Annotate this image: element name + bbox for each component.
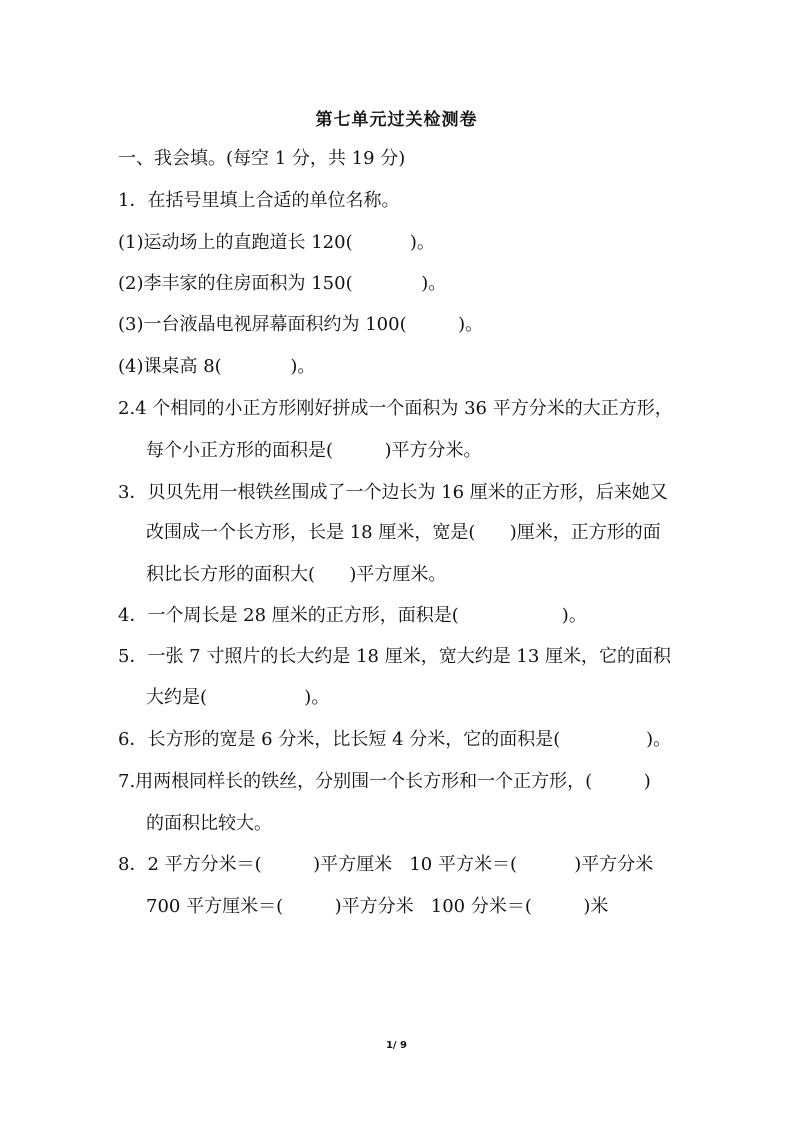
question-3-line-2: 改围成一个长方形，长是 18 厘米，宽是( )厘米，正方形的面 xyxy=(146,522,661,543)
section-heading: 一、我会填。(每空 1 分，共 19 分) xyxy=(118,148,406,169)
question-5-line-2: 大约是( )。 xyxy=(146,687,330,708)
question-1-sub-3: (3)一台液晶电视屏幕面积约为 100( )。 xyxy=(118,314,484,335)
question-2-line-2: 每个小正方形的面积是( )平方分米。 xyxy=(146,440,482,461)
question-1-sub-4: (4)课桌高 8( )。 xyxy=(118,356,316,377)
question-3-line-1: 3．贝贝先用一根铁丝围成了一个边长为 16 厘米的正方形，后来她又 xyxy=(118,482,668,503)
question-4-line-1: 4．一个周长是 28 厘米的正方形，面积是( )。 xyxy=(118,605,587,626)
question-7-line-2: 的面积比较大。 xyxy=(146,813,272,834)
question-5-line-1: 5．一张 7 寸照片的长大约是 18 厘米，宽大约是 13 厘米，它的面积 xyxy=(118,646,672,667)
question-7-line-1: 7.用两根同样长的铁丝，分别围一个长方形和一个正方形，( ) xyxy=(118,771,651,792)
page-title: 第七单元过关检测卷 xyxy=(315,110,478,130)
question-1-stem: 1．在括号里填上合适的单位名称。 xyxy=(118,190,400,211)
question-2-line-1: 2.4 个相同的小正方形刚好拼成一个面积为 36 平方分米的大正方形， xyxy=(118,398,673,419)
question-1-sub-2: (2)李丰家的住房面积为 150( )。 xyxy=(118,273,447,294)
question-6-line-1: 6．长方形的宽是 6 分米，比长短 4 分米，它的面积是( )。 xyxy=(118,729,672,750)
question-8-line-2: 700 平方厘米＝( )平方分米 100 分米＝( )米 xyxy=(146,896,609,917)
question-8-line-1: 8．2 平方分米＝( )平方厘米 10 平方米＝( )平方分米 xyxy=(118,854,654,875)
question-3-line-3: 积比长方形的面积大( )平方厘米。 xyxy=(146,564,447,585)
page-number: 1/ 9 xyxy=(385,1040,408,1051)
question-1-sub-1: (1)运动场上的直跑道长 120( )。 xyxy=(118,232,435,253)
